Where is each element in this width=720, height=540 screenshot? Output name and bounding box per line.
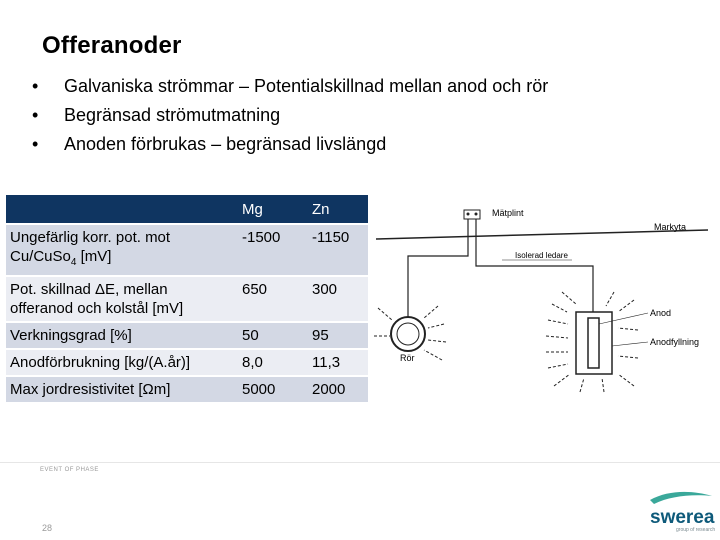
table-header-cell <box>6 195 238 224</box>
table-cell-mg: 650 <box>238 276 308 322</box>
bullet-text: Anoden förbrukas – begränsad livslängd <box>64 134 387 154</box>
label-matplint: Mätplint <box>492 208 524 218</box>
table-row <box>6 376 368 402</box>
bullet-list <box>28 72 548 159</box>
table-row <box>6 276 368 322</box>
table-cell-label: Anodförbrukning [kg/(A.år)] <box>6 349 238 376</box>
bullet-text: Begränsad strömutmatning <box>64 105 281 125</box>
table-cell-zn: -1150 <box>308 224 368 276</box>
table-row <box>6 224 368 276</box>
anode-icon <box>588 318 599 368</box>
table-cell-mg: 50 <box>238 322 308 349</box>
table-cell-mg: 5000 <box>238 376 308 402</box>
label-anod: Anod <box>650 308 672 318</box>
footer-divider <box>0 462 720 463</box>
table-cell-zn: 300 <box>308 276 368 322</box>
bullet-item <box>28 101 548 130</box>
table-cell-label: Ungefärlig korr. pot. mot Cu/CuSo$_4$ [mV] <box>6 224 238 276</box>
label-markyta: Markyta <box>654 222 687 232</box>
bullet-item <box>28 72 548 101</box>
table-cell-zn: 2000 <box>308 376 368 402</box>
table-header-cell: Zn <box>308 195 368 224</box>
bullet-text: Galvaniska strömmar – Potentialskillnad mellan anod och rör <box>64 76 549 96</box>
label-leader <box>612 342 648 346</box>
bullet-dot: • <box>32 76 39 96</box>
cathodic-protection-diagram <box>372 196 712 416</box>
swerea-logo <box>620 488 716 534</box>
table-header-row <box>6 195 368 224</box>
footer-text: EVENT OF PHASE <box>40 467 99 473</box>
table-cell-label: Max jordresistivitet [Ωm] <box>6 376 238 402</box>
table-row <box>6 322 368 349</box>
test-terminal-icon <box>464 210 480 219</box>
table-cell-zn: 11,3 <box>308 349 368 376</box>
table-header-cell: Mg <box>238 195 308 224</box>
pipe-inner <box>397 323 419 345</box>
table-row <box>6 349 368 376</box>
label-isolerad-ledare: Isolerad ledare <box>515 251 568 260</box>
slide-title: Offeranoder <box>42 32 182 59</box>
bullet-item <box>28 130 548 159</box>
table-cell-label: Pot. skillnad ΔE, mellan offeranod och kolstål [mV] <box>6 276 238 322</box>
pipe-wire <box>408 219 468 318</box>
page-number: 28 <box>42 523 53 533</box>
label-anodfyllning: Anodfyllning <box>650 337 700 347</box>
logo-wordmark: swerea <box>650 507 715 528</box>
label-ror: Rör <box>400 353 415 363</box>
table-cell-zn: 95 <box>308 322 368 349</box>
logo-tagline: group of research <box>676 527 716 533</box>
bullet-dot: • <box>32 105 39 125</box>
table-cell-mg: 8,0 <box>238 349 308 376</box>
table-cell-mg: -1500 <box>238 224 308 276</box>
table-cell-label: Verkningsgrad [%] <box>6 322 238 349</box>
anode-comparison-table <box>6 195 368 402</box>
bullet-dot: • <box>32 134 39 154</box>
logo-swoosh <box>650 492 712 504</box>
